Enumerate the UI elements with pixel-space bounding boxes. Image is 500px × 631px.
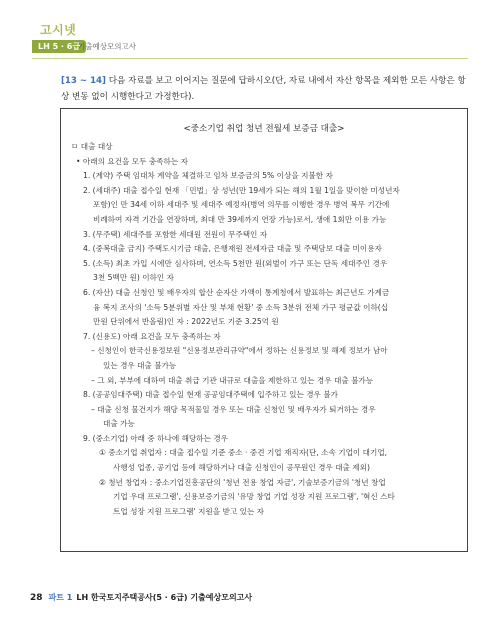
passage-line: 대출 가능 <box>103 419 135 429</box>
passage-line: ① 중소기업 취업자 : 대출 접수일 기준 중소 · 중견 기업 재직자(단, 소속 기업이 대기업, <box>99 448 388 458</box>
passage-line: 7. (신용도) 아래 요건을 모두 충족하는 자 <box>83 331 221 341</box>
page-number: 28 <box>30 593 43 603</box>
question-stem <box>61 73 466 105</box>
passage-line: 만원 단위에서 반올림)인 자 : 2022년도 기준 3.25억 원 <box>93 317 279 327</box>
passage-line: 비례하여 자격 기간을 연장하며, 최대 만 39세까지 연장 가능)로서, 생애 1회만 이용 가능 <box>93 214 387 224</box>
publisher-logo: 고시넷 <box>40 23 77 37</box>
passage-line: 4. (중복대출 금지) 주택도시기금 대출, 은행재원 전세자금 대출 및 주택담보 대출 미이용자 <box>83 244 382 254</box>
passage-line: • 아래의 요건을 모두 충족하는 자 <box>76 156 188 166</box>
passage-line: 5. (소득) 최초 가입 시에만 심사하며, 연소득 5천만 원(외벌이 가구 또는 단독 세대주인 경우 <box>83 258 388 268</box>
question-number: [13 ~ 14] <box>61 76 106 86</box>
passage-line: 트업 성장 지원 프로그램' 지원을 받고 있는 자 <box>113 506 265 516</box>
header-subtitle: 기출예상모의고사 <box>78 42 136 51</box>
passage-line: 2. (세대주) 대출 접수일 현재 「민법」상 성년(만 19세가 되는 해의 1월 1일을 맞이한 미성년자 <box>83 185 400 195</box>
passage-line: – 신청인이 한국신용정보원 "신용정보관리규약"에서 정하는 신용정보 및 해제 정보가 남아 <box>91 346 388 356</box>
passage-body <box>71 140 457 519</box>
passage-line: 사행성 업종, 공기업 등에 해당하거나 대출 신청인이 공무원인 경우 대출 제외) <box>113 463 370 473</box>
header-divider <box>32 58 468 59</box>
grade-badge: LH 5 · 6급 <box>32 40 86 53</box>
passage-line: 있는 경우 대출 불가능 <box>103 360 177 370</box>
passage-line: 6. (자산) 대출 신청인 및 배우자의 합산 순자산 가액이 통계청에서 발표하는 최근년도 가계금 <box>83 287 390 297</box>
passage-line: – 대출 신청 물건지가 해당 목적물일 경우 또는 대출 신청인 및 배우자가 퇴거하는 경우 <box>91 404 376 414</box>
passage-line: 융 복지 조사의 '소득 5분위별 자산 및 부채 현황' 중 소득 3분위 전체 가구 평균값 이하(십 <box>93 302 389 312</box>
passage-box <box>60 108 468 552</box>
footer-title: LH 한국토지주택공사(5 · 6급) 기출예상모의고사 <box>76 593 253 602</box>
passage-line: 9. (중소기업) 아래 중 하나에 해당하는 경우 <box>83 433 229 443</box>
passage-line: 3천 5백만 원) 이하인 자 <box>93 273 174 283</box>
passage-line: ② 청년 창업자 : 중소기업진흥공단의 '청년 전용 창업 자금', 기술보증기금의 '청년 창업 <box>99 477 386 487</box>
passage-line: 기업 우대 프로그램', 신용보증기금의 '유망 창업 기업 성장 지원 프로그램', '혁신 스타 <box>113 492 395 502</box>
question-text: 다음 자료를 보고 이어지는 질문에 답하시오(단, 자료 내에서 자산 항목을 제외한 모든 사항은 항상 변동 없이 시행한다고 가정한다). <box>61 76 466 102</box>
passage-line: – 그 외, 부부에 대하여 대출 취급 기관 내규로 대출을 제한하고 있는 경우 대출 불가능 <box>91 375 374 385</box>
passage-line: 3. (무주택) 세대주를 포함한 세대원 전원이 무주택인 자 <box>83 229 268 239</box>
section-heading: ㅁ 대출 대상 <box>71 142 113 151</box>
footer-part: 파트 1 <box>48 593 73 602</box>
passage-line: 8. (공공임대주택) 대출 접수일 현재 공공임대주택에 입주하고 있는 경우 불가 <box>83 390 338 400</box>
passage-line: 포함)인 만 34세 이하 세대주 및 세대주 예정자(병역 의무를 이행한 경우 병역 복무 기간에 <box>93 200 390 210</box>
passage-line: 1. (계약) 주택 임대차 계약을 체결하고 임차 보증금의 5% 이상을 지불한 자 <box>83 171 333 181</box>
page-footer <box>30 592 252 603</box>
passage-title: <중소기업 취업 청년 전월세 보증금 대출> <box>183 124 345 134</box>
